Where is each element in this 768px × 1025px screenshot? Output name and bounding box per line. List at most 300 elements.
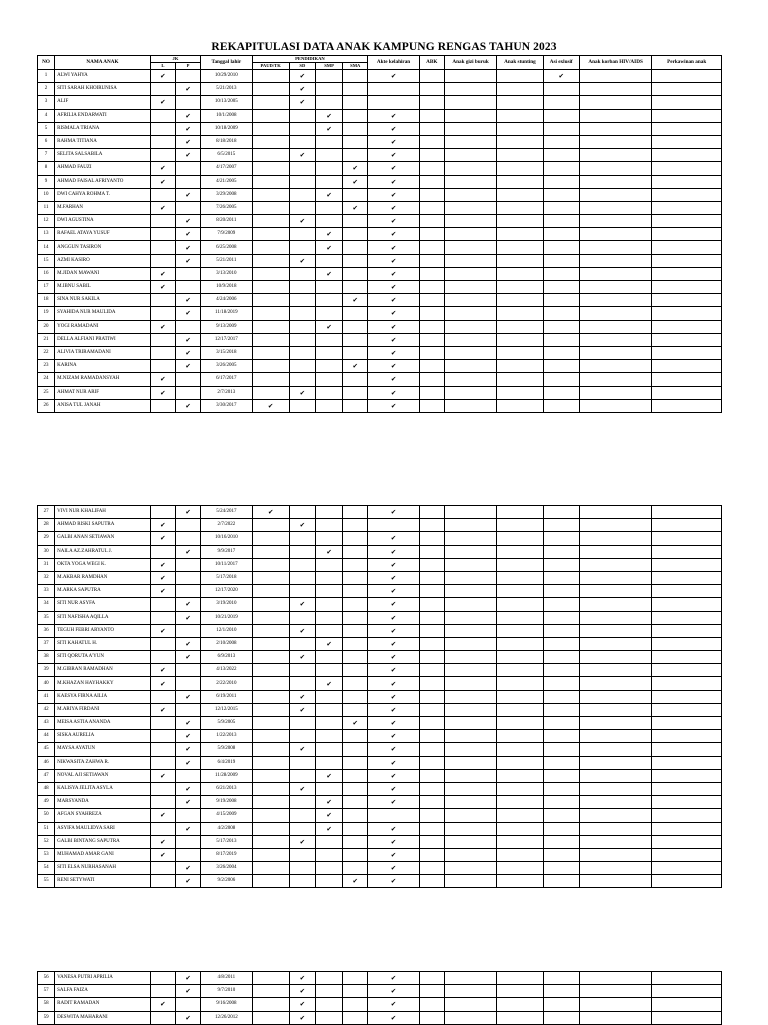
- gender-p-check: ✔: [175, 611, 200, 624]
- perkawinan-check: [652, 717, 722, 730]
- gender-p-check: ✔: [175, 730, 200, 743]
- asi-check: ✔: [543, 70, 579, 83]
- edu-sd-check: ✔: [289, 83, 315, 96]
- birth-date: 2/10/2008: [201, 637, 252, 650]
- data-table-page-3: [37, 971, 722, 1025]
- birth-date: 5/24/2017: [201, 506, 252, 519]
- stunting-check: [497, 730, 543, 743]
- gizi-buruk-check: [444, 307, 496, 320]
- gizi-buruk-check: [444, 769, 496, 782]
- hiv-check: [579, 188, 652, 201]
- gizi-buruk-check: [444, 862, 496, 875]
- akte-check: ✔: [368, 862, 419, 875]
- header-abk: ABK: [419, 56, 444, 70]
- edu-sma-check: [343, 598, 368, 611]
- gender-p-check: ✔: [175, 346, 200, 359]
- gender-p-check: ✔: [175, 862, 200, 875]
- row-number: 45: [38, 743, 55, 756]
- edu-smp-check: [315, 175, 342, 188]
- stunting-check: [497, 294, 543, 307]
- child-name: AHMAT NUR ARIF: [55, 386, 151, 399]
- edu-smp-check: [315, 703, 342, 716]
- abk-check: [419, 637, 444, 650]
- abk-check: [419, 998, 444, 1011]
- gender-p-check: [175, 558, 200, 571]
- akte-check: ✔: [368, 267, 419, 280]
- abk-check: [419, 175, 444, 188]
- akte-check: ✔: [368, 109, 419, 122]
- hiv-check: [579, 162, 652, 175]
- child-name: SELITA SALSABILA: [55, 149, 151, 162]
- gizi-buruk-check: [444, 703, 496, 716]
- edu-smp-check: [315, 743, 342, 756]
- edu-sd-check: ✔: [289, 598, 315, 611]
- perkawinan-check: [652, 320, 722, 333]
- edu-sma-check: [343, 585, 368, 598]
- gender-p-check: ✔: [175, 241, 200, 254]
- header-akte: Akte kelahiran: [368, 56, 419, 70]
- edu-paud-check: ✔: [252, 506, 289, 519]
- edu-paud-check: [252, 611, 289, 624]
- gender-p-check: [175, 769, 200, 782]
- hiv-check: [579, 228, 652, 241]
- abk-check: [419, 756, 444, 769]
- akte-check: ✔: [368, 360, 419, 373]
- asi-check: [543, 386, 579, 399]
- row-number: 20: [38, 320, 55, 333]
- edu-sd-check: ✔: [289, 149, 315, 162]
- edu-paud-check: [252, 175, 289, 188]
- gizi-buruk-check: [444, 135, 496, 148]
- stunting-check: [497, 545, 543, 558]
- abk-check: [419, 135, 444, 148]
- row-number: 58: [38, 998, 55, 1011]
- abk-check: [419, 545, 444, 558]
- child-name: M.ARKA SAPUTRA: [55, 585, 151, 598]
- header-sd: SD: [289, 63, 315, 70]
- edu-smp-check: [315, 985, 342, 998]
- hiv-check: [579, 611, 652, 624]
- edu-paud-check: ✔: [252, 399, 289, 412]
- child-name: RAFAEL ATAYA YUSUF: [55, 228, 151, 241]
- edu-smp-check: [315, 346, 342, 359]
- gender-p-check: ✔: [175, 294, 200, 307]
- edu-sma-check: [343, 769, 368, 782]
- edu-smp-check: [315, 83, 342, 96]
- edu-paud-check: [252, 769, 289, 782]
- gizi-buruk-check: [444, 651, 496, 664]
- edu-sd-check: ✔: [289, 96, 315, 109]
- asi-check: [543, 267, 579, 280]
- asi-check: [543, 519, 579, 532]
- perkawinan-check: [652, 598, 722, 611]
- hiv-check: [579, 96, 652, 109]
- child-name: VIVI NUR KHALIFAH: [55, 506, 151, 519]
- edu-smp-check: [315, 149, 342, 162]
- table-row: [38, 506, 722, 519]
- edu-paud-check: [252, 624, 289, 637]
- row-number: 51: [38, 822, 55, 835]
- table-row: [38, 149, 722, 162]
- table-row: [38, 809, 722, 822]
- gender-p-check: ✔: [175, 254, 200, 267]
- edu-paud-check: [252, 346, 289, 359]
- gender-p-check: [175, 532, 200, 545]
- row-number: 24: [38, 373, 55, 386]
- edu-sd-check: [289, 333, 315, 346]
- hiv-check: [579, 1011, 652, 1024]
- edu-sd-check: ✔: [289, 254, 315, 267]
- akte-check: [368, 83, 419, 96]
- gender-l-check: ✔: [150, 998, 175, 1011]
- gizi-buruk-check: [444, 571, 496, 584]
- stunting-check: [497, 998, 543, 1011]
- edu-paud-check: [252, 809, 289, 822]
- asi-check: [543, 1011, 579, 1024]
- header-p: P: [175, 63, 200, 70]
- edu-smp-check: [315, 756, 342, 769]
- edu-smp-check: [315, 558, 342, 571]
- edu-sd-check: [289, 756, 315, 769]
- edu-sma-check: [343, 782, 368, 795]
- stunting-check: [497, 122, 543, 135]
- table-row: [38, 664, 722, 677]
- gender-l-check: ✔: [150, 201, 175, 214]
- edu-smp-check: [315, 862, 342, 875]
- gizi-buruk-check: [444, 241, 496, 254]
- birth-date: 6/9/2013: [201, 651, 252, 664]
- birth-date: 10/18/2009: [201, 122, 252, 135]
- perkawinan-check: [652, 281, 722, 294]
- gizi-buruk-check: [444, 690, 496, 703]
- gizi-buruk-check: [444, 835, 496, 848]
- perkawinan-check: [652, 135, 722, 148]
- abk-check: [419, 651, 444, 664]
- stunting-check: [497, 70, 543, 83]
- row-number: 33: [38, 585, 55, 598]
- abk-check: [419, 611, 444, 624]
- edu-smp-check: ✔: [315, 677, 342, 690]
- child-name: GALBI BINTANG SAPUTRA: [55, 835, 151, 848]
- birth-date: 12/12/2015: [201, 703, 252, 716]
- edu-paud-check: [252, 796, 289, 809]
- child-name: ALWI YAHYA: [55, 70, 151, 83]
- header-perkawinan: Perkawinan anak: [652, 56, 722, 70]
- abk-check: [419, 743, 444, 756]
- table-row: [38, 690, 722, 703]
- row-number: 25: [38, 386, 55, 399]
- asi-check: [543, 135, 579, 148]
- row-number: 27: [38, 506, 55, 519]
- gender-l-check: ✔: [150, 835, 175, 848]
- edu-paud-check: [252, 532, 289, 545]
- edu-paud-check: [252, 83, 289, 96]
- gender-p-check: ✔: [175, 83, 200, 96]
- row-number: 52: [38, 835, 55, 848]
- perkawinan-check: [652, 162, 722, 175]
- birth-date: 2/7/2013: [201, 386, 252, 399]
- gender-p-check: ✔: [175, 756, 200, 769]
- gender-l-check: [150, 972, 175, 985]
- gender-l-check: [150, 611, 175, 624]
- abk-check: [419, 690, 444, 703]
- gizi-buruk-check: [444, 373, 496, 386]
- edu-sma-check: [343, 835, 368, 848]
- gizi-buruk-check: [444, 346, 496, 359]
- edu-sd-check: [289, 730, 315, 743]
- stunting-check: [497, 386, 543, 399]
- child-name: M.ARIYA FIRDANI: [55, 703, 151, 716]
- akte-check: ✔: [368, 756, 419, 769]
- gender-l-check: ✔: [150, 162, 175, 175]
- perkawinan-check: [652, 756, 722, 769]
- edu-paud-check: [252, 875, 289, 888]
- gender-p-check: [175, 998, 200, 1011]
- edu-paud-check: [252, 822, 289, 835]
- akte-check: ✔: [368, 637, 419, 650]
- perkawinan-check: [652, 835, 722, 848]
- akte-check: ✔: [368, 254, 419, 267]
- asi-check: [543, 835, 579, 848]
- gender-p-check: [175, 624, 200, 637]
- birth-date: 4/8/2011: [201, 972, 252, 985]
- row-number: 15: [38, 254, 55, 267]
- child-name: MARSYANDA: [55, 796, 151, 809]
- gizi-buruk-check: [444, 175, 496, 188]
- akte-check: ✔: [368, 135, 419, 148]
- asi-check: [543, 796, 579, 809]
- perkawinan-check: [652, 972, 722, 985]
- birth-date: 5/9/2008: [201, 743, 252, 756]
- perkawinan-check: [652, 743, 722, 756]
- perkawinan-check: [652, 624, 722, 637]
- hiv-check: [579, 532, 652, 545]
- gender-p-check: ✔: [175, 215, 200, 228]
- edu-paud-check: [252, 703, 289, 716]
- edu-smp-check: [315, 70, 342, 83]
- child-name: TEGUH FEBRI ARYANTO: [55, 624, 151, 637]
- hiv-check: [579, 399, 652, 412]
- edu-smp-check: ✔: [315, 267, 342, 280]
- gender-p-check: ✔: [175, 122, 200, 135]
- header-asi: Asi exlusif: [543, 56, 579, 70]
- perkawinan-check: [652, 373, 722, 386]
- hiv-check: [579, 690, 652, 703]
- table-row: [38, 972, 722, 985]
- asi-check: [543, 822, 579, 835]
- edu-sma-check: [343, 532, 368, 545]
- abk-check: [419, 506, 444, 519]
- edu-sma-check: [343, 651, 368, 664]
- stunting-check: [497, 875, 543, 888]
- abk-check: [419, 228, 444, 241]
- akte-check: ✔: [368, 333, 419, 346]
- edu-sd-check: [289, 611, 315, 624]
- edu-smp-check: [315, 307, 342, 320]
- table-row: [38, 848, 722, 861]
- abk-check: [419, 254, 444, 267]
- stunting-check: [497, 188, 543, 201]
- table-row: [38, 360, 722, 373]
- edu-smp-check: [315, 690, 342, 703]
- abk-check: [419, 624, 444, 637]
- hiv-check: [579, 519, 652, 532]
- abk-check: [419, 571, 444, 584]
- row-number: 22: [38, 346, 55, 359]
- edu-paud-check: [252, 730, 289, 743]
- stunting-check: [497, 796, 543, 809]
- birth-date: 9/13/2009: [201, 320, 252, 333]
- akte-check: ✔: [368, 70, 419, 83]
- edu-paud-check: [252, 96, 289, 109]
- edu-sma-check: [343, 215, 368, 228]
- edu-sma-check: [343, 307, 368, 320]
- stunting-check: [497, 598, 543, 611]
- child-name: DESWITA MAHARANI: [55, 1011, 151, 1024]
- birth-date: 3/26/2005: [201, 360, 252, 373]
- edu-smp-check: [315, 664, 342, 677]
- gender-p-check: ✔: [175, 228, 200, 241]
- edu-sma-check: [343, 972, 368, 985]
- table-row: [38, 175, 722, 188]
- akte-check: ✔: [368, 545, 419, 558]
- perkawinan-check: [652, 782, 722, 795]
- gender-p-check: ✔: [175, 135, 200, 148]
- hiv-check: [579, 875, 652, 888]
- gender-p-check: ✔: [175, 875, 200, 888]
- stunting-check: [497, 532, 543, 545]
- row-number: 17: [38, 281, 55, 294]
- akte-check: [368, 96, 419, 109]
- asi-check: [543, 730, 579, 743]
- row-number: 5: [38, 122, 55, 135]
- table-row: [38, 241, 722, 254]
- asi-check: [543, 624, 579, 637]
- stunting-check: [497, 651, 543, 664]
- akte-check: ✔: [368, 743, 419, 756]
- akte-check: ✔: [368, 624, 419, 637]
- gender-l-check: [150, 307, 175, 320]
- edu-sd-check: [289, 506, 315, 519]
- asi-check: [543, 532, 579, 545]
- header-no: NO: [38, 56, 55, 70]
- akte-check: ✔: [368, 1011, 419, 1024]
- gizi-buruk-check: [444, 83, 496, 96]
- perkawinan-check: [652, 703, 722, 716]
- stunting-check: [497, 717, 543, 730]
- hiv-check: [579, 651, 652, 664]
- stunting-check: [497, 809, 543, 822]
- stunting-check: [497, 835, 543, 848]
- edu-paud-check: [252, 267, 289, 280]
- stunting-check: [497, 985, 543, 998]
- child-name: AZMI KASIRO: [55, 254, 151, 267]
- child-name: NIKWASITA ZAHWA R.: [55, 756, 151, 769]
- edu-smp-check: [315, 96, 342, 109]
- row-number: 31: [38, 558, 55, 571]
- edu-smp-check: ✔: [315, 241, 342, 254]
- edu-paud-check: [252, 201, 289, 214]
- table-row: [38, 135, 722, 148]
- birth-date: 5/9/2005: [201, 717, 252, 730]
- asi-check: [543, 122, 579, 135]
- table-row: [38, 333, 722, 346]
- gender-p-check: ✔: [175, 188, 200, 201]
- row-number: 32: [38, 571, 55, 584]
- row-number: 16: [38, 267, 55, 280]
- header-sma: SMA: [343, 63, 368, 70]
- perkawinan-check: [652, 690, 722, 703]
- edu-sd-check: [289, 558, 315, 571]
- edu-sma-check: [343, 998, 368, 1011]
- abk-check: [419, 558, 444, 571]
- table-row: [38, 109, 722, 122]
- edu-sd-check: [289, 294, 315, 307]
- edu-sd-check: [289, 677, 315, 690]
- abk-check: [419, 188, 444, 201]
- gender-l-check: ✔: [150, 70, 175, 83]
- abk-check: [419, 835, 444, 848]
- birth-date: 3/15/2018: [201, 346, 252, 359]
- asi-check: [543, 875, 579, 888]
- child-name: MAYSA AYATUN: [55, 743, 151, 756]
- gizi-buruk-check: [444, 848, 496, 861]
- edu-sma-check: [343, 796, 368, 809]
- hiv-check: [579, 972, 652, 985]
- hiv-check: [579, 281, 652, 294]
- perkawinan-check: [652, 294, 722, 307]
- row-number: 21: [38, 333, 55, 346]
- akte-check: ✔: [368, 677, 419, 690]
- edu-smp-check: ✔: [315, 122, 342, 135]
- edu-sd-check: ✔: [289, 215, 315, 228]
- stunting-check: [497, 399, 543, 412]
- perkawinan-check: [652, 1011, 722, 1024]
- edu-paud-check: [252, 972, 289, 985]
- perkawinan-check: [652, 730, 722, 743]
- akte-check: ✔: [368, 769, 419, 782]
- gender-p-check: ✔: [175, 360, 200, 373]
- edu-paud-check: [252, 571, 289, 584]
- stunting-check: [497, 519, 543, 532]
- child-name: AHMAD FAISAL AFRIYANTO: [55, 175, 151, 188]
- akte-check: ✔: [368, 346, 419, 359]
- gender-p-check: ✔: [175, 637, 200, 650]
- edu-sma-check: [343, 730, 368, 743]
- edu-sd-check: [289, 585, 315, 598]
- stunting-check: [497, 320, 543, 333]
- edu-sd-check: ✔: [289, 624, 315, 637]
- akte-check: [368, 519, 419, 532]
- asi-check: [543, 743, 579, 756]
- table-row: [38, 122, 722, 135]
- abk-check: [419, 585, 444, 598]
- abk-check: [419, 215, 444, 228]
- akte-check: ✔: [368, 122, 419, 135]
- abk-check: [419, 1011, 444, 1024]
- gender-p-check: ✔: [175, 822, 200, 835]
- perkawinan-check: [652, 149, 722, 162]
- birth-date: 7/9/2009: [201, 228, 252, 241]
- edu-sd-check: [289, 571, 315, 584]
- hiv-check: [579, 294, 652, 307]
- gizi-buruk-check: [444, 743, 496, 756]
- gizi-buruk-check: [444, 756, 496, 769]
- gender-p-check: [175, 320, 200, 333]
- hiv-check: [579, 862, 652, 875]
- akte-check: ✔: [368, 201, 419, 214]
- gender-p-check: ✔: [175, 333, 200, 346]
